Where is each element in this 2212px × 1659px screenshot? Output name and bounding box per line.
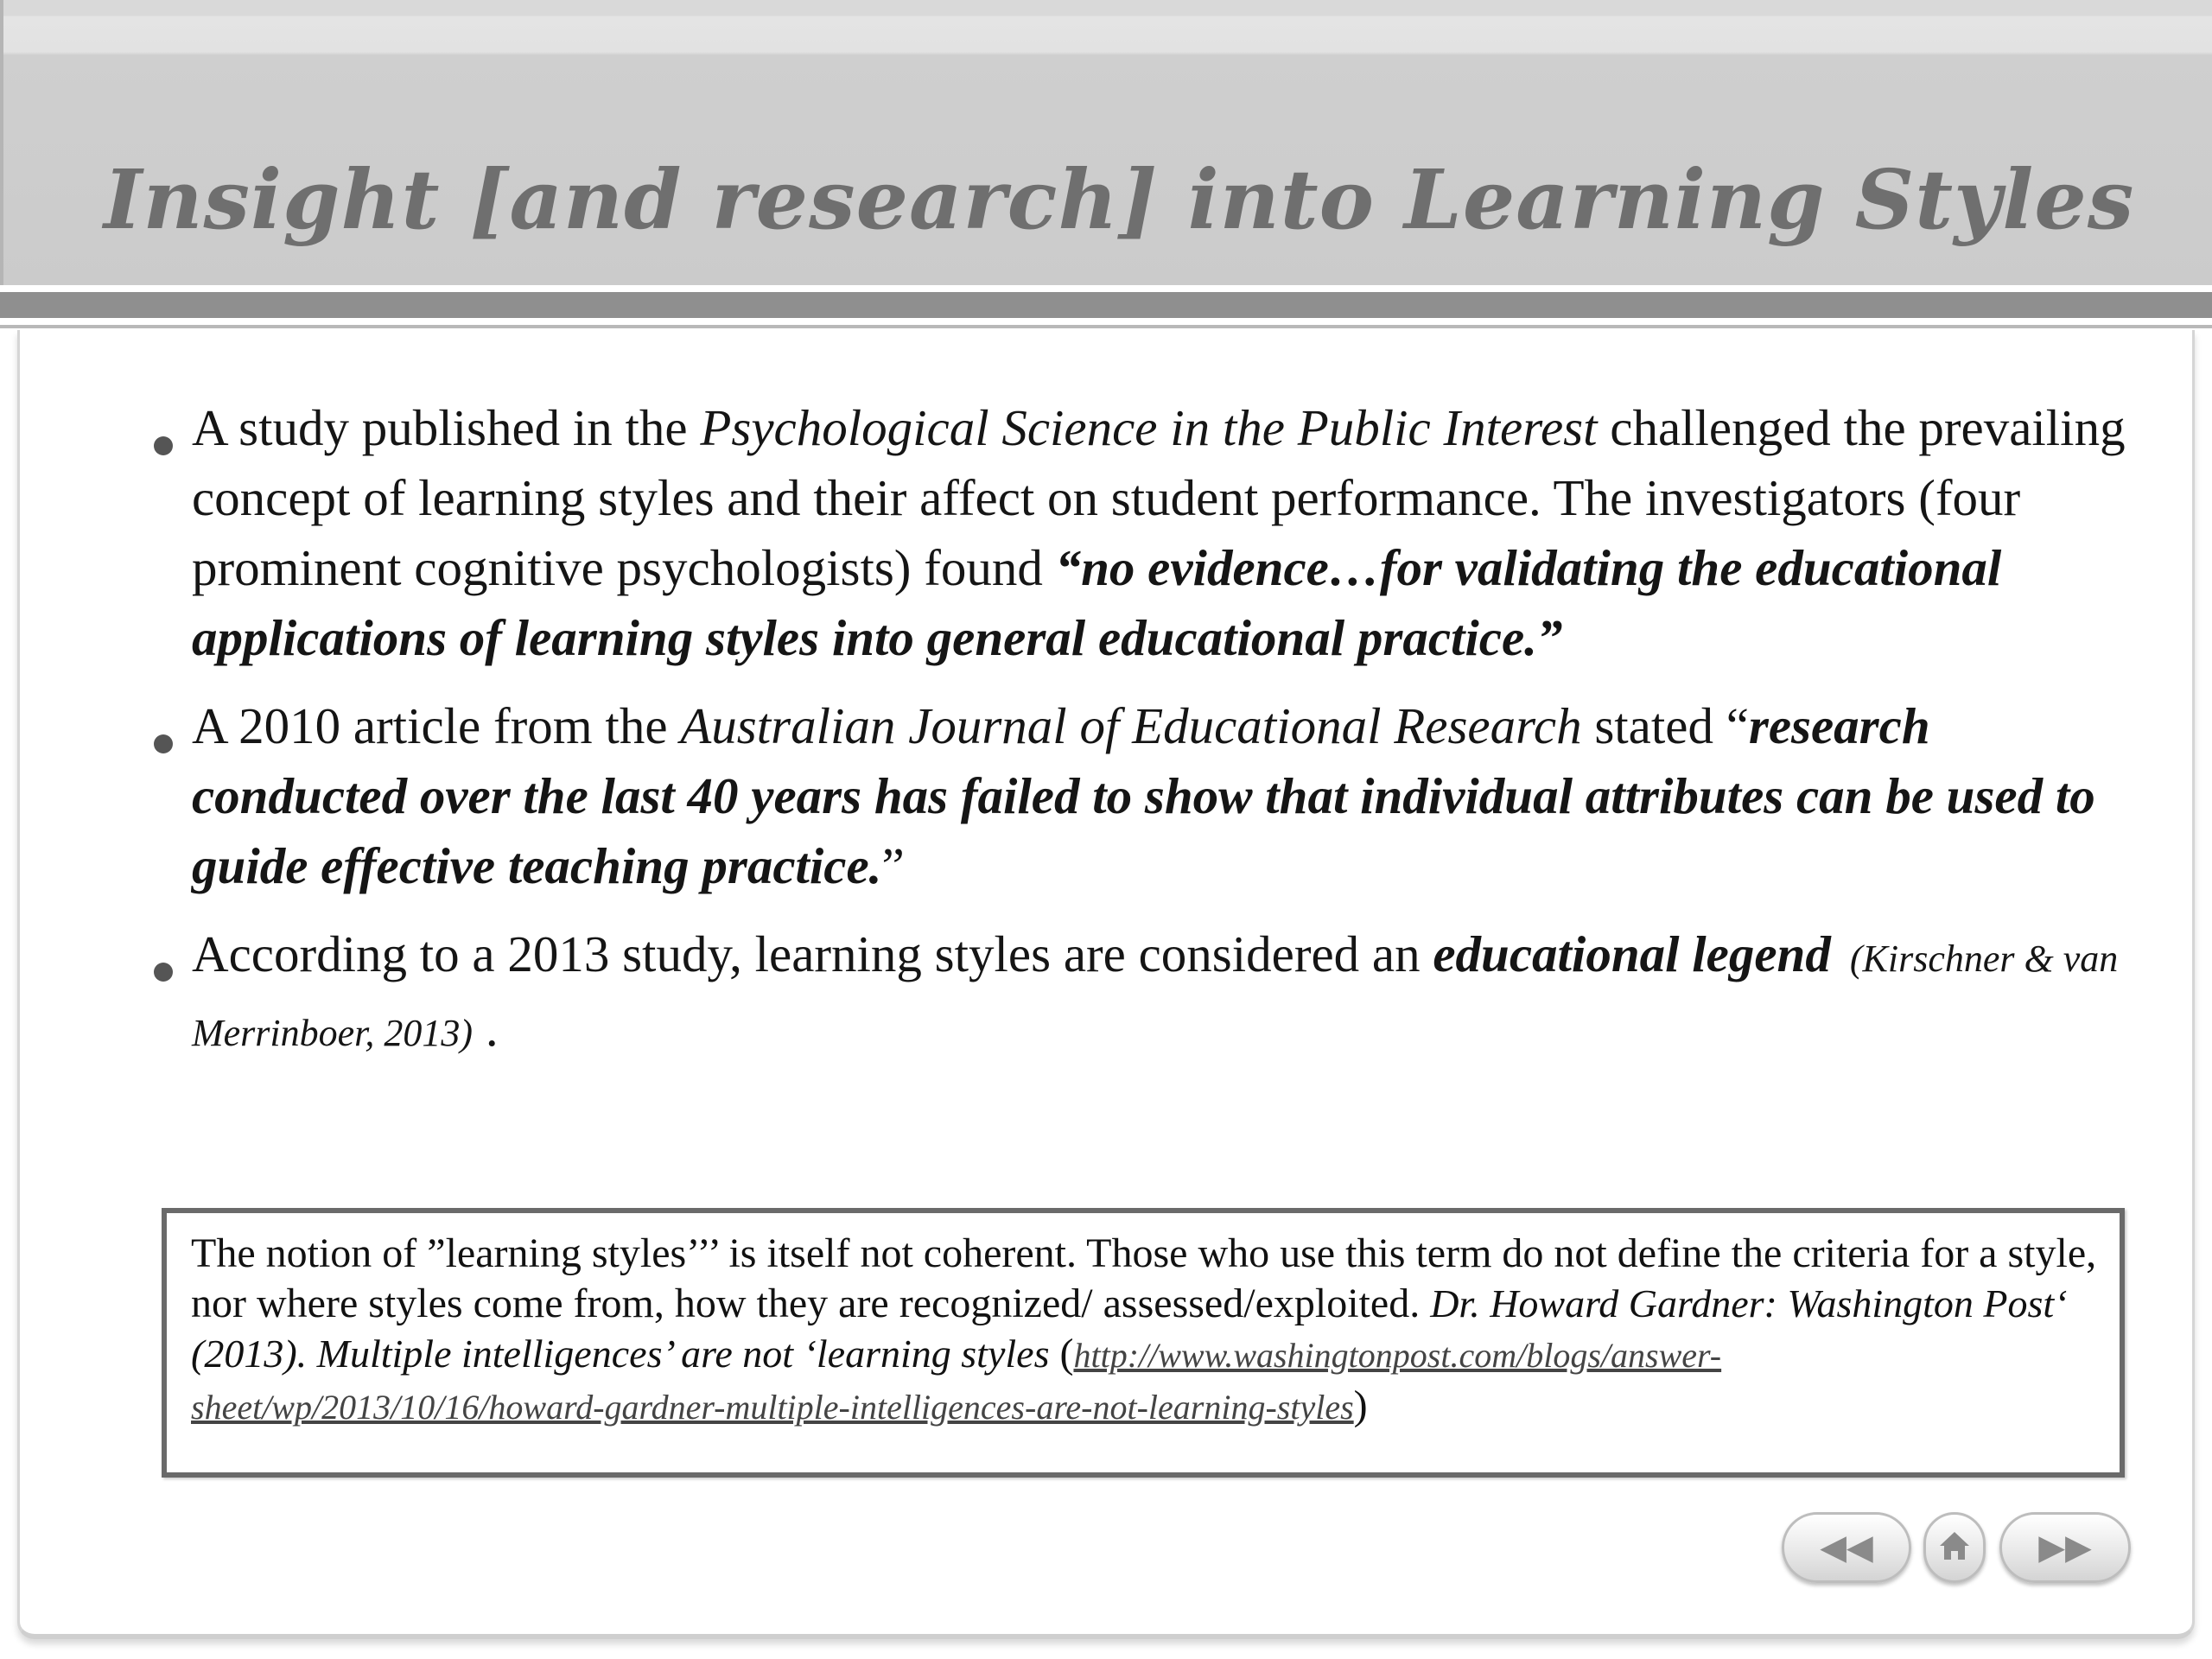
bullet-quote: research conducted over the last 40 years has failed to show that individual attributes can be used to guide effective teaching practice. [192, 697, 2095, 894]
bullet-dot [154, 436, 173, 455]
bullet-dot [154, 963, 173, 982]
bullet-quote: “no evidence…for validating the educational applications of learning styles into general educational practice.” [192, 539, 2002, 666]
bullet-item-legend [147, 919, 2152, 1068]
bullet-intro: A 2010 article from the [192, 697, 681, 754]
header-divider-dark [0, 285, 2212, 292]
journal-name: Psychological Science in the Public Interest [700, 399, 1598, 456]
bullet-item-study [147, 393, 2152, 673]
slide-header [0, 0, 2212, 285]
home-icon [1937, 1529, 1972, 1567]
quote-text: The notion of ”learning styles’’’ is itself not coherent. Those who use this term do not define the criteria for a style, nor where styles come from, how they are recognized/ assessed/exploited. [191, 1230, 2097, 1326]
quote-source: Dr. Howard Gardner: Washington Post‘ (2013). Multiple intelligences’ are not ‘learning styles [191, 1281, 2068, 1376]
header-divider-bar [0, 292, 2212, 318]
bullet-list [147, 393, 2152, 1086]
bullet-intro: According to a 2013 study, learning styles are considered an [192, 925, 1433, 982]
home-button[interactable] [1923, 1512, 1986, 1583]
previous-slide-button[interactable] [1782, 1512, 1911, 1583]
bullet-citation: (Kirschner & van Merrinboer, 2013) [192, 938, 2119, 1054]
next-slide-button[interactable] [1999, 1512, 2131, 1583]
bullet-body: challenged the prevailing concept of learning styles and their affect on student performance. The investigators (four prominent cognitive psychologists) found [192, 399, 2126, 596]
bullet-end: . [473, 1000, 499, 1057]
bullet-body: stated “ [1581, 697, 1749, 754]
bullet-intro: A study published in the [192, 399, 701, 456]
header-divider-light [0, 318, 2212, 325]
quote-box [162, 1208, 2125, 1478]
bullet-quote-close: ” [881, 837, 905, 894]
slide-title: Insight [and research] into Learning Styles [104, 152, 2135, 248]
bullet-dot [154, 734, 173, 753]
fast-forward-icon: ▶▶ [2038, 1528, 2092, 1567]
rewind-icon: ◀◀ [1820, 1528, 1873, 1567]
bullet-item-article [147, 691, 2152, 901]
quote-paren-open: ( [1049, 1331, 1074, 1376]
journal-name: Australian Journal of Educational Research [680, 697, 1582, 754]
header-divider-thin [0, 325, 2212, 328]
bullet-emphasis: educational legend [1433, 925, 1831, 982]
source-link[interactable]: http://www.washingtonpost.com/blogs/answer-sheet/wp/2013/10/16/howard-gardner-multiple-intelligences-are-not-learning-styles [191, 1336, 1722, 1427]
quote-paren-close: ) [1353, 1382, 1368, 1428]
